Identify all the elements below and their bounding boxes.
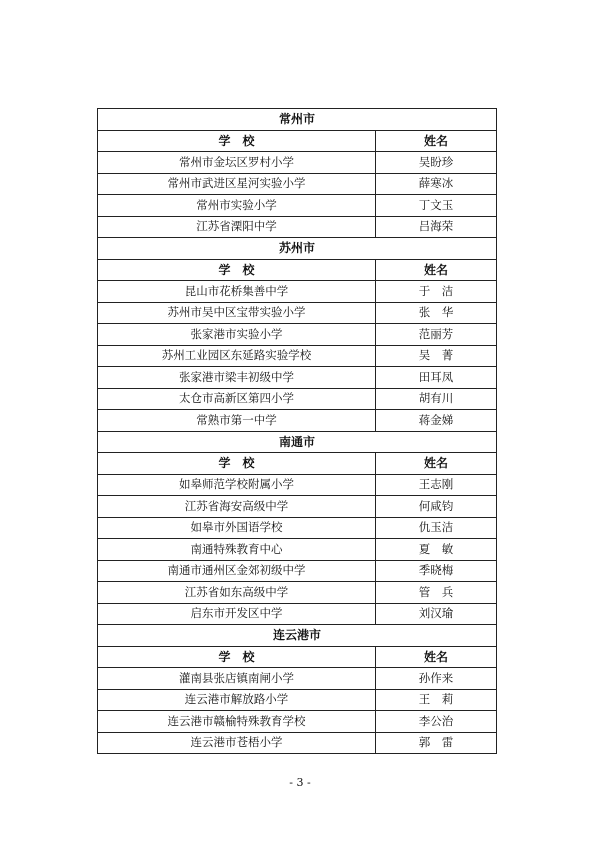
school-cell: 苏州市吴中区宝带实验小学: [98, 302, 376, 324]
teacher-name-cell: 管 兵: [376, 582, 497, 604]
school-cell: 启东市开发区中学: [98, 603, 376, 625]
table-row: [98, 560, 497, 582]
school-cell: 太仓市高新区第四小学: [98, 388, 376, 410]
school-cell: 江苏省溧阳中学: [98, 216, 376, 238]
page-number: - 3 -: [289, 776, 311, 789]
teacher-name-cell: 夏 敏: [376, 539, 497, 561]
city-heading: 常州市: [98, 109, 497, 131]
table-row: [98, 173, 497, 195]
table-row: [98, 195, 497, 217]
column-header-row: [98, 453, 497, 475]
table-row: [98, 216, 497, 238]
table-row: [98, 152, 497, 174]
table-row: [98, 281, 497, 303]
table-row: [98, 582, 497, 604]
table-row: [98, 388, 497, 410]
table-row: [98, 517, 497, 539]
school-cell: 灌南县张店镇南闸小学: [98, 668, 376, 690]
table-row: [98, 324, 497, 346]
teacher-name-cell: 田耳凤: [376, 367, 497, 389]
teacher-name-cell: 吕海荣: [376, 216, 497, 238]
teacher-name-cell: 薛寒冰: [376, 173, 497, 195]
table-row: [98, 345, 497, 367]
school-cell: 张家港市梁丰初级中学: [98, 367, 376, 389]
table-body: [98, 109, 497, 754]
school-cell: 南通特殊教育中心: [98, 539, 376, 561]
table-row: [98, 302, 497, 324]
teacher-name-cell: 仇玉洁: [376, 517, 497, 539]
teacher-name-cell: 蒋金娣: [376, 410, 497, 432]
table-row: [98, 539, 497, 561]
teacher-name-cell: 郭 雷: [376, 732, 497, 754]
teacher-name-cell: 李公治: [376, 711, 497, 733]
table-row: [98, 496, 497, 518]
school-cell: 昆山市花桥集善中学: [98, 281, 376, 303]
school-cell: 常州市金坛区罗村小学: [98, 152, 376, 174]
table-row: [98, 367, 497, 389]
school-cell: 常州市实验小学: [98, 195, 376, 217]
teacher-name-cell: 何咸钧: [376, 496, 497, 518]
city-heading: 南通市: [98, 431, 497, 453]
column-header-name: 姓名: [376, 259, 497, 281]
table-row: [98, 668, 497, 690]
school-cell: 苏州工业园区东延路实验学校: [98, 345, 376, 367]
teacher-name-cell: 王志刚: [376, 474, 497, 496]
city-row: [98, 109, 497, 131]
city-row: [98, 238, 497, 260]
column-header-name: 姓名: [376, 453, 497, 475]
table-row: [98, 689, 497, 711]
teacher-name-cell: 于 洁: [376, 281, 497, 303]
school-cell: 常熟市第一中学: [98, 410, 376, 432]
city-row: [98, 431, 497, 453]
school-cell: 江苏省如东高级中学: [98, 582, 376, 604]
column-header-name: 姓名: [376, 646, 497, 668]
column-header-school: 学 校: [98, 130, 376, 152]
school-cell: 连云港市赣榆特殊教育学校: [98, 711, 376, 733]
teacher-name-cell: 范丽芳: [376, 324, 497, 346]
teacher-name-cell: 王 莉: [376, 689, 497, 711]
teacher-name-cell: 吴 菁: [376, 345, 497, 367]
table-row: [98, 711, 497, 733]
school-cell: 张家港市实验小学: [98, 324, 376, 346]
column-header-school: 学 校: [98, 259, 376, 281]
column-header-school: 学 校: [98, 453, 376, 475]
school-cell: 江苏省海安高级中学: [98, 496, 376, 518]
column-header-row: [98, 259, 497, 281]
table-row: [98, 732, 497, 754]
teacher-name-cell: 张 华: [376, 302, 497, 324]
school-teacher-table: [97, 108, 497, 754]
school-cell: 如皋市外国语学校: [98, 517, 376, 539]
school-cell: 连云港市解放路小学: [98, 689, 376, 711]
table-row: [98, 474, 497, 496]
city-heading: 连云港市: [98, 625, 497, 647]
city-heading: 苏州市: [98, 238, 497, 260]
teacher-name-cell: 孙作来: [376, 668, 497, 690]
school-cell: 连云港市苍梧小学: [98, 732, 376, 754]
column-header-row: [98, 646, 497, 668]
column-header-row: [98, 130, 497, 152]
teacher-name-cell: 刘汉瑜: [376, 603, 497, 625]
table-row: [98, 410, 497, 432]
teacher-name-cell: 季晓梅: [376, 560, 497, 582]
table-row: [98, 603, 497, 625]
school-cell: 如皋师范学校附属小学: [98, 474, 376, 496]
school-cell: 南通市通州区金郊初级中学: [98, 560, 376, 582]
city-row: [98, 625, 497, 647]
teacher-name-cell: 丁文玉: [376, 195, 497, 217]
column-header-school: 学 校: [98, 646, 376, 668]
column-header-name: 姓名: [376, 130, 497, 152]
school-cell: 常州市武进区星河实验小学: [98, 173, 376, 195]
teacher-name-cell: 胡有川: [376, 388, 497, 410]
teacher-name-cell: 吴盼珍: [376, 152, 497, 174]
